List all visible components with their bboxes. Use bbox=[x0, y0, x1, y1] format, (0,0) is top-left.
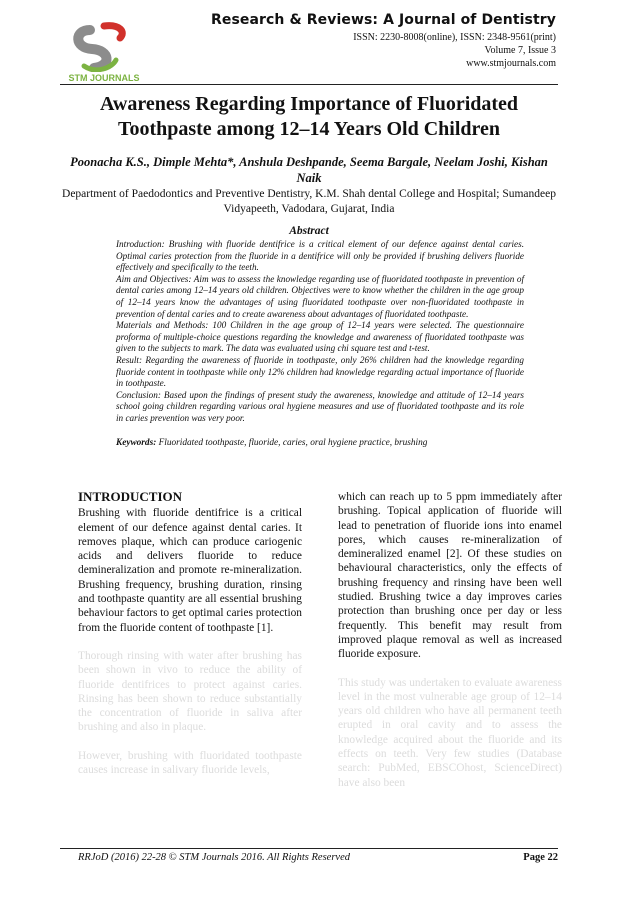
journal-title: Research & Reviews: A Journal of Dentistry bbox=[210, 12, 556, 28]
abstract-methods: Materials and Methods: 100 Children in the age group of 12–14 years were selected. The questionnaire proforma of multiple-choice questions regarding the knowledge and awareness of fluoridated toothpaste was given to the subjects to mark. The data was evaluated using chi square test and t-test. bbox=[116, 320, 524, 354]
footer-rule bbox=[60, 848, 558, 849]
body-paragraph: Brushing with fluoride dentifrice is a critical element of our defence against dental caries. It removes plaque, which can produce cariogenic acids and delivers fluoride to reduce demineralization and promote re-mineralization. Brushing frequency, brushing duration, rinsing and toothpaste quantity are all essential brushing behaviour factors to get optimal caries protection from the fluoride content of toothpaste [1]. bbox=[78, 507, 302, 634]
page-footer bbox=[78, 852, 558, 863]
keywords-list: Fluoridated toothpaste, fluoride, caries, oral hygiene practice, brushing bbox=[158, 438, 428, 448]
introduction-heading: INTRODUCTION bbox=[78, 489, 183, 504]
abstract-conclusion: Conclusion: Based upon the findings of present study the awareness, knowledge and attitude of 12–14 years school going children regarding various oral hygiene measures and use of fluoridated toothpaste and its role in caries prevention was very poor. bbox=[116, 389, 524, 423]
logo-text: STM JOURNALS bbox=[68, 73, 140, 83]
keywords bbox=[116, 438, 524, 448]
abstract-aims: Aim and Objectives: Aim was to assess the knowledge regarding use of fluoridated toothpaste in prevention of dental caries among 12–14 years old children. Objectives were to know whether the children in the age group of 12–14 years know the advantages of using fluoridated toothpaste over non-fluoridated toothpaste in prevention of dental caries and to create awareness about advantages of fluoridated toothpaste. bbox=[116, 273, 524, 319]
author-list: Poonacha K.S., Dimple Mehta*, Anshula Deshpande, Seema Bargale, Neelam Joshi, Kishan Naik bbox=[70, 155, 548, 185]
keywords-label: Keywords: bbox=[116, 438, 157, 448]
body-paragraph: which can reach up to 5 ppm immediately after brushing. Topical application of fluoride will lead to penetration of fluoride ions into enamel pores, which causes re-mineralization of demineralized enamel [2]. Of these studies on behavioural characteristics, only the effects of brushing frequency and rinsing have been well studied. Brushing twice a day improves caries protection than brushing once per day or less frequently. This benefit may result from improved plaque removal as well as increased fluoride exposure. bbox=[338, 491, 562, 661]
journal-website-link[interactable]: www.stmjournals.com bbox=[466, 58, 556, 69]
stm-journals-logo bbox=[60, 18, 148, 84]
footer-citation: RRJoD (2016) 22-28 © STM Journals 2016. All Rights Reserved bbox=[78, 852, 350, 863]
abstract-heading: Abstract bbox=[289, 225, 329, 237]
left-column bbox=[78, 490, 302, 777]
volume-issue: Volume 7, Issue 3 bbox=[484, 45, 556, 56]
faded-paragraph: This study was undertaken to evaluate awareness level in the most vulnerable age group of 12–14 years old children who have all permanent teeth erupted in oral cavity and to assess the knowledge acquired about the fluoride and its effects on teeth. Very few studies (Database search: PubMed, EBSCOhost, ScienceDirect) have also been bbox=[338, 676, 562, 789]
article-title: Awareness Regarding Importance of Fluoridated Toothpaste among 12–14 Years Old Children bbox=[99, 93, 519, 140]
abstract-introduction: Introduction: Brushing with fluoride dentifrice is a critical element of our defence against dental caries. Optimal caries protection from the fluoride in a dentifrice will only be provided if brushing delivers fluoride effectively and specifically to the teeth. bbox=[116, 239, 524, 273]
abstract-result: Result: Regarding the awareness of fluoride in toothpaste, only 26% children had the knowledge regarding fluoride content in toothpaste while only 12% children had knowledge regarding actual importance of fluoride in toothpaste. bbox=[116, 354, 524, 389]
faded-paragraph: Thorough rinsing with water after brushing has been shown in vivo to reduce the ability of fluoride dentifrices to protect against caries. Rinsing has been shown to reduce substantially the concentration of fluoride in saliva after brushing and also in plaque. bbox=[78, 649, 302, 734]
faded-paragraph: However, brushing with fluoridated toothpaste causes increase in salivary fluoride levels, bbox=[78, 749, 302, 777]
header-rule bbox=[60, 84, 558, 85]
right-column bbox=[338, 490, 562, 790]
journal-header bbox=[211, 12, 556, 70]
abstract-body bbox=[116, 239, 524, 425]
affiliation: Department of Paedodontics and Preventive Dentistry, K.M. Shah dental College and Hospital; Sumandeep Vidyapeeth, Vadodara, Gujarat, India bbox=[62, 188, 556, 215]
page-number: Page 22 bbox=[523, 852, 558, 863]
issn: ISSN: 2230-8008(online), ISSN: 2348-9561(print) bbox=[353, 32, 556, 43]
